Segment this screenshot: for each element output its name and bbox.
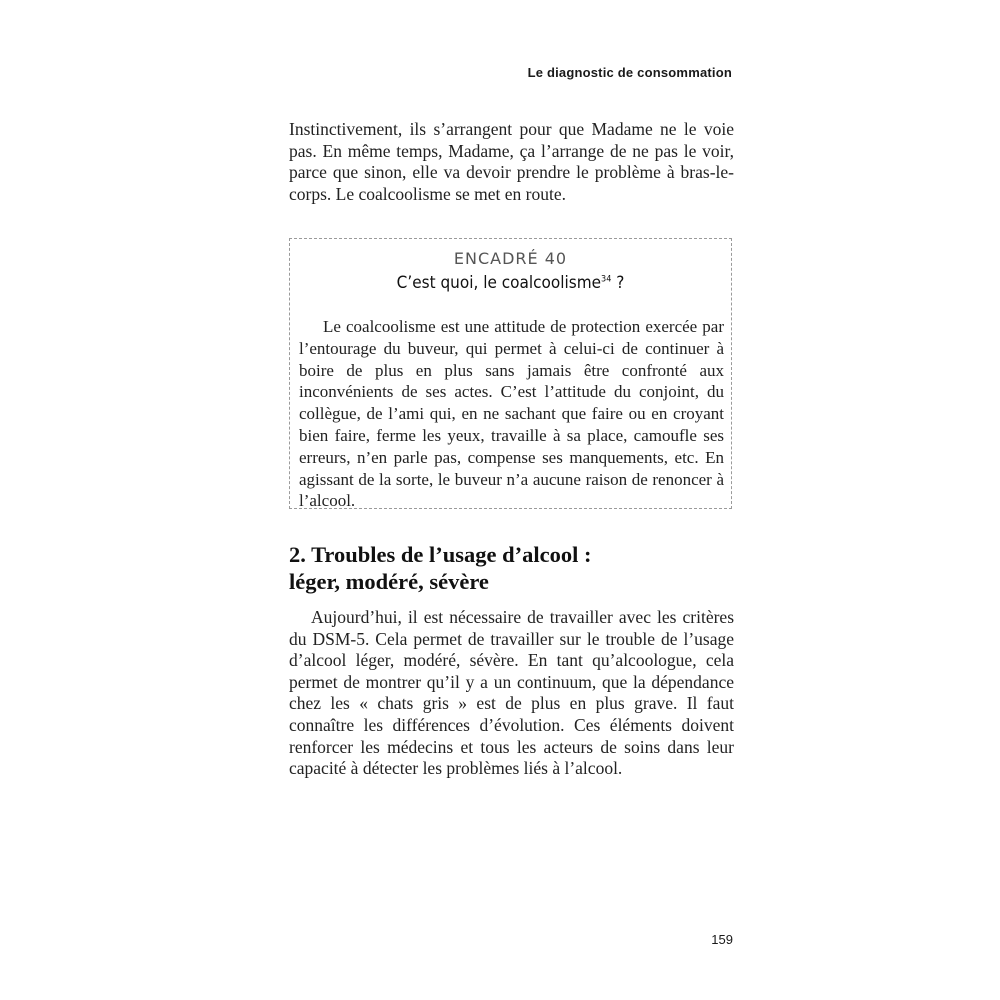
section-heading bbox=[289, 541, 734, 595]
encadre-box bbox=[289, 238, 732, 509]
encadre-title bbox=[312, 273, 709, 293]
intro-paragraph: Instinctivement, ils s’arrangent pour que Madame ne le voie pas. En même temps, Madame, ça l’arrange de ne pas le voir, parce que sinon, elle va devoir prendre le problème à bras-le-corps. Le coalcoolisme se met en route. bbox=[289, 119, 734, 204]
footnote-marker: 34 bbox=[601, 274, 612, 285]
encadre-title-text: C’est quoi, le coalcoolisme bbox=[396, 273, 602, 293]
section-heading-line-2: léger, modéré, sévère bbox=[289, 569, 489, 594]
encadre-title-end: ? bbox=[611, 273, 625, 293]
section-heading-line-1: 2. Troubles de l’usage d’alcool : bbox=[289, 542, 592, 567]
section-paragraph: Aujourd’hui, il est nécessaire de travailler avec les critères du DSM-5. Cela permet de travailler sur le trouble de l’usage d’alcool léger, modéré, sévère. En tant qu’alcoologue, cela permet de montrer qu’il y a un continuum, que la dépendance chez les « chats gris » est de plus en plus grave. Il faut connaître les différences d’évolution. Ces éléments doivent renforcer les médecins et tous les acteurs de soins dans leur capacité à détecter les problèmes liés à l’alcool. bbox=[289, 607, 734, 779]
page-number: 159 bbox=[711, 932, 733, 947]
encadre-label: ENCADRÉ 40 bbox=[453, 249, 568, 268]
running-head: Le diagnostic de consommation bbox=[527, 65, 732, 80]
encadre-body: Le coalcoolisme est une attitude de protection exercée par l’entourage du buveur, qui permet à celui-ci de continuer à boire de plus en plus sans jamais être confronté aux inconvénients de ses actes. C’est l’attitude du conjoint, du collègue, de l’ami qui, en ne sachant que faire ou en croyant bien faire, ferme les yeux, travaille à sa place, camoufle ses erreurs, n’en parle pas, compense ses manquements, etc. En agissant de la sorte, le buveur n’a aucune raison de renoncer à l’alcool. bbox=[299, 317, 724, 511]
